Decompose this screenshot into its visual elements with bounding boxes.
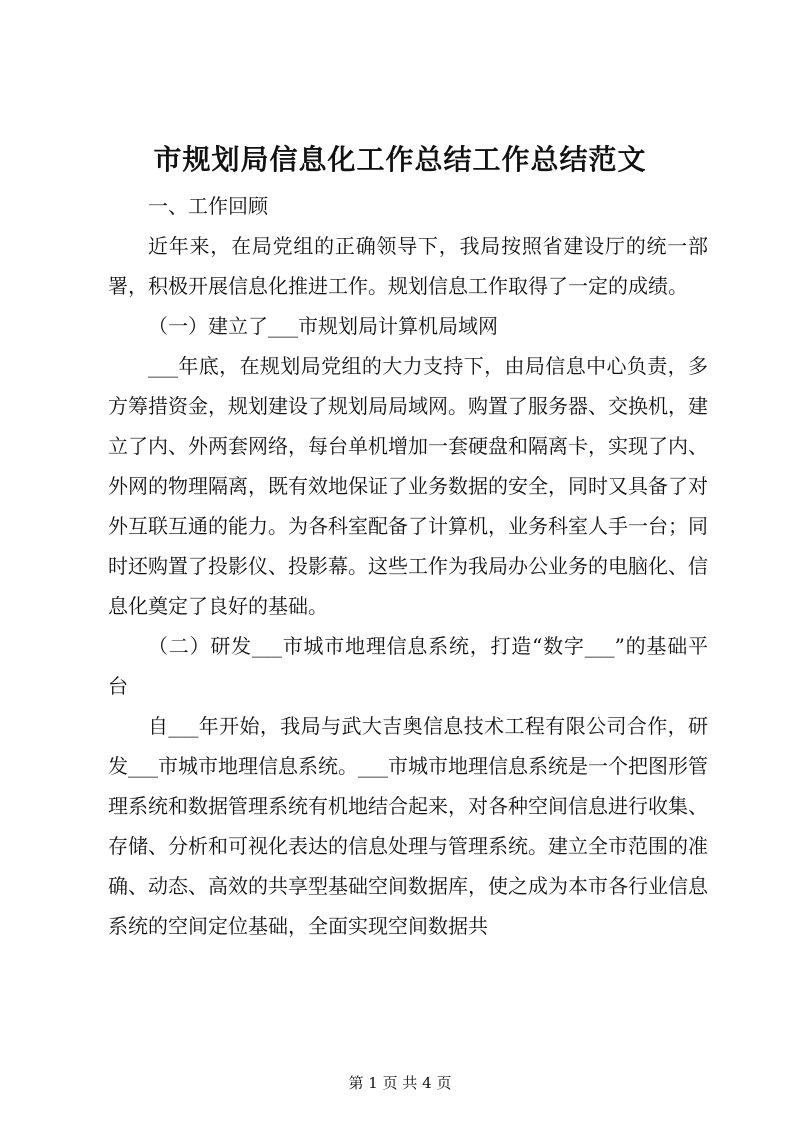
paragraph: 近年来，在局党组的正确领导下，我局按照省建设厅的统一部署，积极开展信息化推进工作。规划信息工作取得了一定的成绩。: [108, 234, 708, 298]
subsection-heading: （二）研发___市城市地理信息系统，打造“数字___”的基础平台: [108, 634, 708, 698]
paragraph: ___年底，在规划局党组的大力支持下，由局信息中心负责，多方筹措资金，规划建设了规划局局域网。购置了服务器、交换机，建立了内、外两套网络，每台单机增加一套硬盘和隔离卡，实现了内、外网的物理隔离，既有效地保证了业务数据的安全，同时又具备了对外互联互通的能力。为各科室配备了计算机，业务科室人手一台；同时还购置了投影仪、投影幕。这些工作为我局办公业务的电脑化、信息化奠定了良好的基础。: [108, 354, 708, 618]
page-footer: 第 1 页 共 4 页: [348, 1074, 452, 1092]
subsection-heading: （一）建立了___市规划局计算机局域网: [148, 314, 498, 338]
paragraph: 自___年开始，我局与武大吉奥信息技术工程有限公司合作，研发___市城市地理信息系统。___市城市地理信息系统是一个把图形管理系统和数据管理系统有机地结合起来，对各种空间信息进行收集、存储、分析和可视化表达的信息处理与管理系统。建立全市范围的准确、动态、高效的共享型基础空间数据库，使之成为本市各行业信息系统的空间定位基础，全面实现空间数据共: [108, 714, 708, 938]
document-title: 市规划局信息化工作总结工作总结范文: [153, 143, 647, 176]
section-heading: 一、工作回顾: [148, 194, 268, 218]
document-body: [108, 186, 708, 946]
